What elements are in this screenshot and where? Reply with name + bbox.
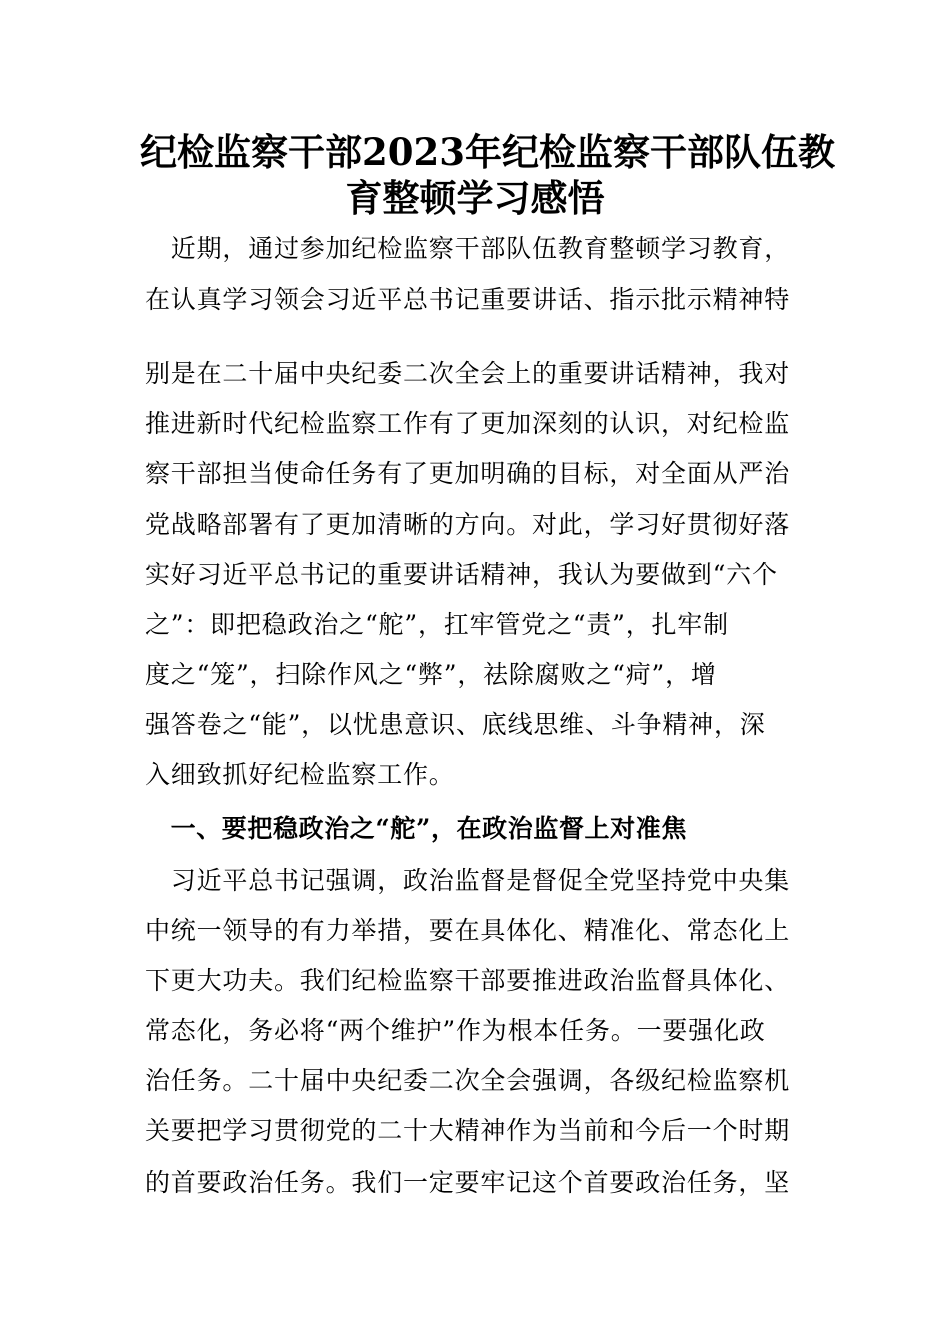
paragraph-2-line: 中统一领导的有力举措，要在具体化、精准化、常态化上 — [145, 916, 791, 945]
paragraph-2-line: 常态化，务必将“两个维护”作为根本任务。一要强化政 — [145, 1016, 766, 1045]
paragraph-1-line: 强答卷之“能”，以忧患意识、底线思维、斗争精神，深 — [145, 710, 766, 739]
paragraph-2-line: 关要把学习贯彻党的二十大精神作为当前和今后一个时期 — [145, 1116, 791, 1145]
paragraph-1-line: 党战略部署有了更加清晰的方向。对此，学习好贯彻好落 — [145, 510, 791, 539]
paragraph-1-line: 近期，通过参加纪检监察干部队伍教育整顿学习教育， — [145, 234, 791, 263]
section-heading: 一、要把稳政治之“舵”，在政治监督上对准焦 — [145, 814, 687, 843]
paragraph-2-line: 治任务。二十届中央纪委二次全会强调，各级纪检监察机 — [145, 1066, 791, 1095]
paragraph-2-line: 的首要政治任务。我们一定要牢记这个首要政治任务，坚 — [145, 1168, 791, 1197]
paragraph-2-line: 下更大功夫。我们纪检监察干部要推进政治监督具体化、 — [145, 966, 791, 995]
document-title-line-2: 育整顿学习感悟 — [345, 176, 605, 220]
document-title-line-1: 纪检监察干部2023年纪检监察干部队伍教 — [140, 130, 835, 174]
paragraph-1-line: 实好习近平总书记的重要讲话精神，我认为要做到“六个 — [145, 560, 778, 589]
paragraph-1-line: 推进新时代纪检监察工作有了更加深刻的认识，对纪检监 — [145, 409, 791, 438]
paragraph-2-line: 习近平总书记强调，政治监督是督促全党坚持党中央集 — [145, 866, 791, 895]
paragraph-1-line: 在认真学习领会习近平总书记重要讲话、指示批示精神特 — [145, 285, 791, 314]
paragraph-1-line: 入细致抓好纪检监察工作。 — [145, 760, 455, 789]
paragraph-1-line: 别是在二十届中央纪委二次全会上的重要讲话精神，我对 — [145, 359, 791, 388]
paragraph-1-line: 之”：即把稳政治之“舵”，扛牢管党之“责”，扎牢制 — [145, 610, 729, 639]
paragraph-1-line: 察干部担当使命任务有了更加明确的目标，对全面从严治 — [145, 459, 791, 488]
paragraph-1-line: 度之“笼”，扫除作风之“弊”，祛除腐败之“疴”，增 — [145, 660, 717, 689]
